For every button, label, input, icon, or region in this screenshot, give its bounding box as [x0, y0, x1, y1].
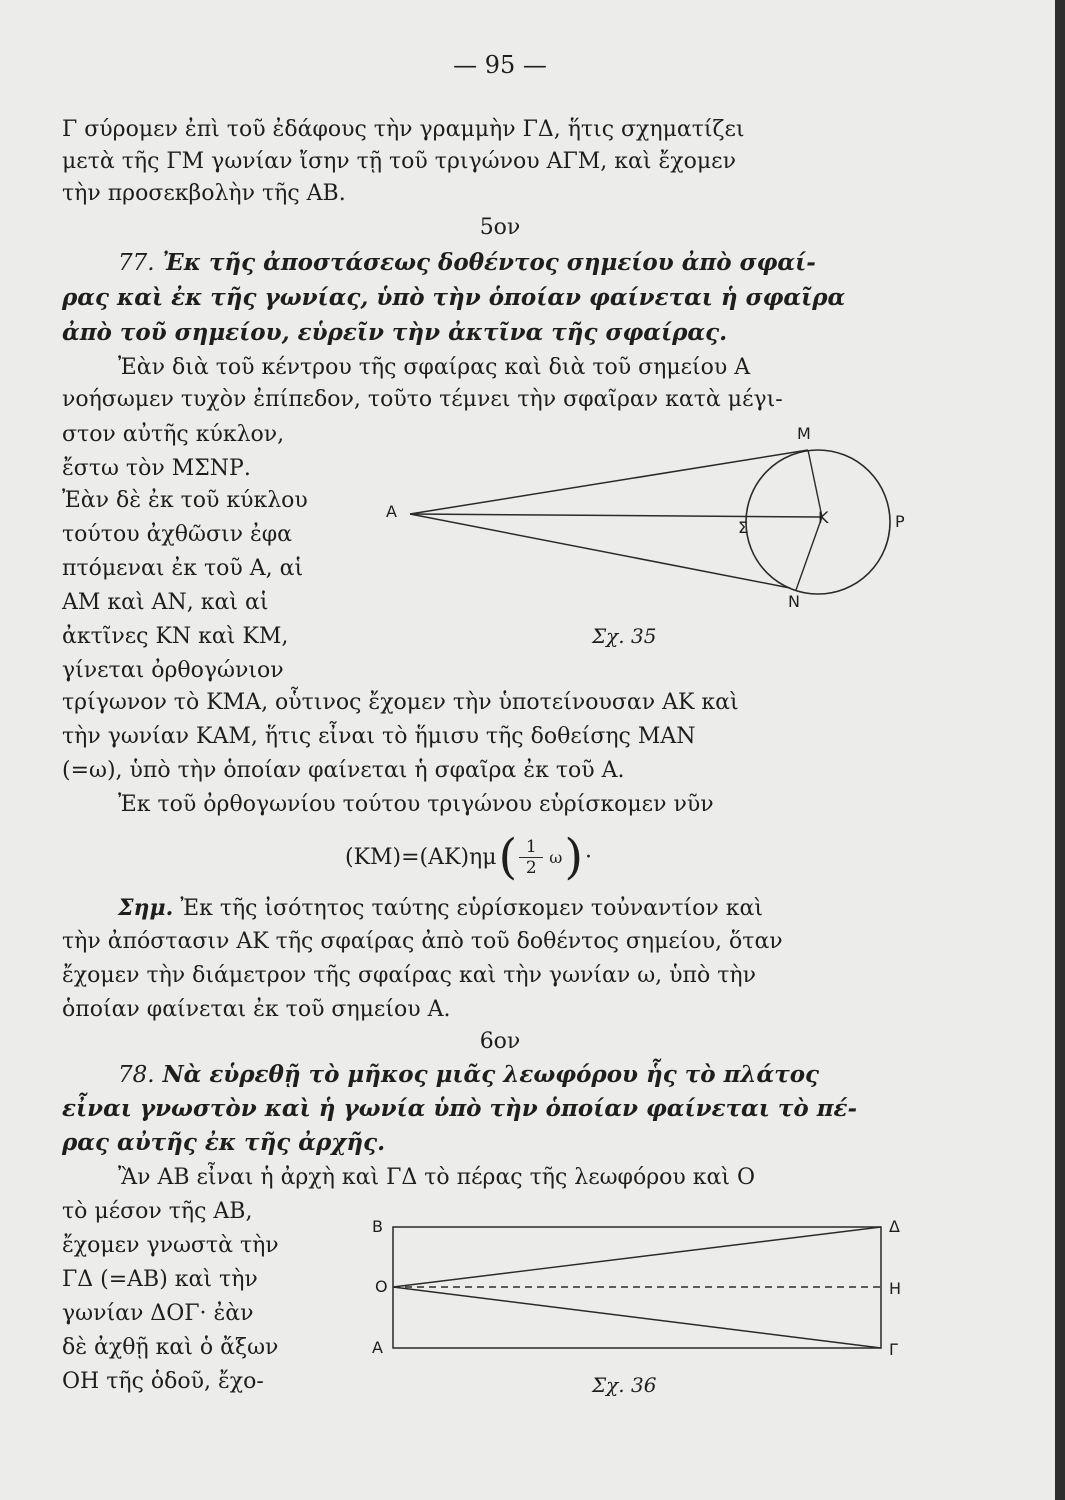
problem-title-line: 78. Νὰ εὑρεθῇ τὸ μῆκος μιᾶς λεωφόρου ἧς τὸ πλάτος — [118, 1061, 820, 1088]
text-line: (=ω), ὑπὸ τὴν ὁποίαν φαίνεται ἡ σφαῖρα ἐκ τοῦ Α. — [62, 758, 625, 783]
formula-tail: · — [585, 844, 593, 870]
text-line: ΓΔ (=ΑΒ) καὶ τὴν — [62, 1267, 258, 1292]
text-line: Σημ. Ἐκ τῆς ἰσότητος ταύτης εὑρίσκομεν τοὐναντίον καὶ — [118, 895, 763, 921]
fraction-denominator: 2 — [525, 857, 537, 878]
text-line: Γ σύρομεν ἐπὶ τοῦ ἐδάφους τὴν γραμμὴν ΓΔ, ἥτις σχηματίζει — [62, 117, 745, 142]
label-h: Η — [889, 1279, 902, 1298]
figure-caption: Σχ. 35 — [592, 624, 657, 648]
label-m: Μ — [797, 424, 811, 443]
text-line: τὴν γωνίαν ΚΑΜ, ἥτις εἶναι τὸ ἥμισυ τῆς δοθείσης ΜΑΝ — [62, 724, 696, 749]
text-line: νοήσωμεν τυχὸν ἐπίπεδον, τοῦτο τέμνει τὴν σφαῖραν κατὰ μέγι- — [62, 387, 783, 412]
label-p: Ρ — [895, 512, 905, 531]
text-line: δὲ ἀχθῇ καὶ ὁ ἄξων — [62, 1335, 279, 1360]
text-line: ΟΗ τῆς ὁδοῦ, ἔχο- — [62, 1369, 264, 1394]
section-heading: 6ον — [479, 1029, 521, 1054]
section-heading: 5ον — [479, 215, 521, 240]
text-line: Ἐὰν δὲ ἐκ τοῦ κύκλου — [62, 488, 308, 513]
problem-title-line: ρας καὶ ἐκ τῆς γωνίας, ὑπὸ τὴν ὁποίαν φαίνεται ἡ σφαῖρα — [62, 284, 846, 311]
text-line: μετὰ τῆς ΓΜ γωνίαν ἴσην τῇ τοῦ τριγώνου ΑΓΜ, καὶ ἔχομεν — [62, 149, 736, 174]
text-line: ἔχομεν γνωστὰ τὴν — [62, 1233, 279, 1258]
text-line: Ἐὰν διὰ τοῦ κέντρου τῆς σφαίρας καὶ διὰ τοῦ σημείου Α — [118, 355, 751, 380]
omega: ω — [549, 847, 563, 867]
line-od — [393, 1227, 881, 1287]
note-label: Σημ. — [118, 895, 174, 921]
problem-number: 78. — [118, 1062, 155, 1088]
label-g: Γ — [889, 1340, 898, 1359]
figure-caption: Σχ. 36 — [592, 1373, 657, 1397]
formula-left: (ΚΜ)=(ΑΚ)ημ — [345, 844, 497, 870]
page-edge-shadow — [1055, 0, 1065, 1500]
text-line: ὁποίαν φαίνεται ἐκ τοῦ σημείου Α. — [62, 997, 451, 1022]
label-n: Ν — [788, 592, 800, 611]
text-line: τὸ μέσον τῆς ΑΒ, — [62, 1199, 253, 1224]
label-d: Δ — [889, 1217, 900, 1236]
page-number: — 95 — — [453, 51, 547, 79]
problem-title-line: ρας αὐτῆς ἐκ τῆς ἀρχῆς. — [62, 1129, 386, 1156]
label-a: Α — [386, 502, 397, 521]
text-line: στον αὐτῆς κύκλον, — [62, 422, 285, 447]
text-line: ΑΜ καὶ ΑΝ, καὶ αἱ — [62, 590, 269, 615]
line-og — [393, 1287, 881, 1348]
text-line: Ἐκ τοῦ ὀρθογωνίου τούτου τριγώνου εὑρίσκομεν νῦν — [118, 792, 714, 817]
problem-title-line: εἶναι γνωστὸν καὶ ἡ γωνία ὑπὸ τὴν ὁποίαν φαίνεται τὸ πέ- — [62, 1095, 858, 1122]
fraction-numerator: 1 — [525, 836, 537, 857]
paren-open: ( — [498, 829, 518, 885]
problem-number: 77. — [118, 250, 155, 276]
text-line: πτόμεναι ἐκ τοῦ Α, αἱ — [62, 556, 304, 581]
problem-title-line: 77. Ἐκ τῆς ἀποστάσεως δοθέντος σημείου ἀπὸ σφαί- — [118, 249, 816, 276]
paren-close: ) — [564, 829, 584, 885]
text-line: τὴν προσεκβολὴν τῆς ΑΒ. — [62, 181, 346, 206]
text-line: ἔστω τὸν ΜΣΝΡ. — [62, 456, 251, 481]
label-a: Α — [372, 1338, 383, 1357]
text-line: τρίγωνον τὸ ΚΜΑ, οὗτινος ἔχομεν τὴν ὑποτείνουσαν ΑΚ καὶ — [62, 690, 739, 715]
label-o: Ο — [375, 1277, 388, 1296]
text-line: ἀκτῖνες ΚΝ καὶ ΚΜ, — [62, 624, 289, 649]
text-line: τούτου ἀχθῶσιν ἐφα — [62, 522, 293, 547]
label-k: Κ — [818, 508, 829, 527]
problem-title-line: ἀπὸ τοῦ σημείου, εὑρεῖν τὴν ἀκτῖνα τῆς σφαίρας. — [62, 319, 728, 346]
text-line: Ἂν ΑΒ εἶναι ἡ ἀρχὴ καὶ ΓΔ τὸ πέρας τῆς λεωφόρου καὶ Ο — [118, 1165, 756, 1190]
text-line: τὴν ἀπόστασιν ΑΚ τῆς σφαίρας ἀπὸ τοῦ δοθέντος σημείου, ὅταν — [62, 929, 783, 954]
text-line: γωνίαν ΔΟΓ· ἐὰν — [62, 1301, 254, 1326]
text-line: γίνεται ὀρθογώνιον — [62, 658, 284, 683]
label-sigma: Σ — [738, 518, 749, 537]
label-b: Β — [372, 1217, 383, 1236]
text-line: ἔχομεν τὴν διάμετρον τῆς σφαίρας καὶ τὴν γωνίαν ω, ὑπὸ τὴν — [62, 963, 756, 988]
